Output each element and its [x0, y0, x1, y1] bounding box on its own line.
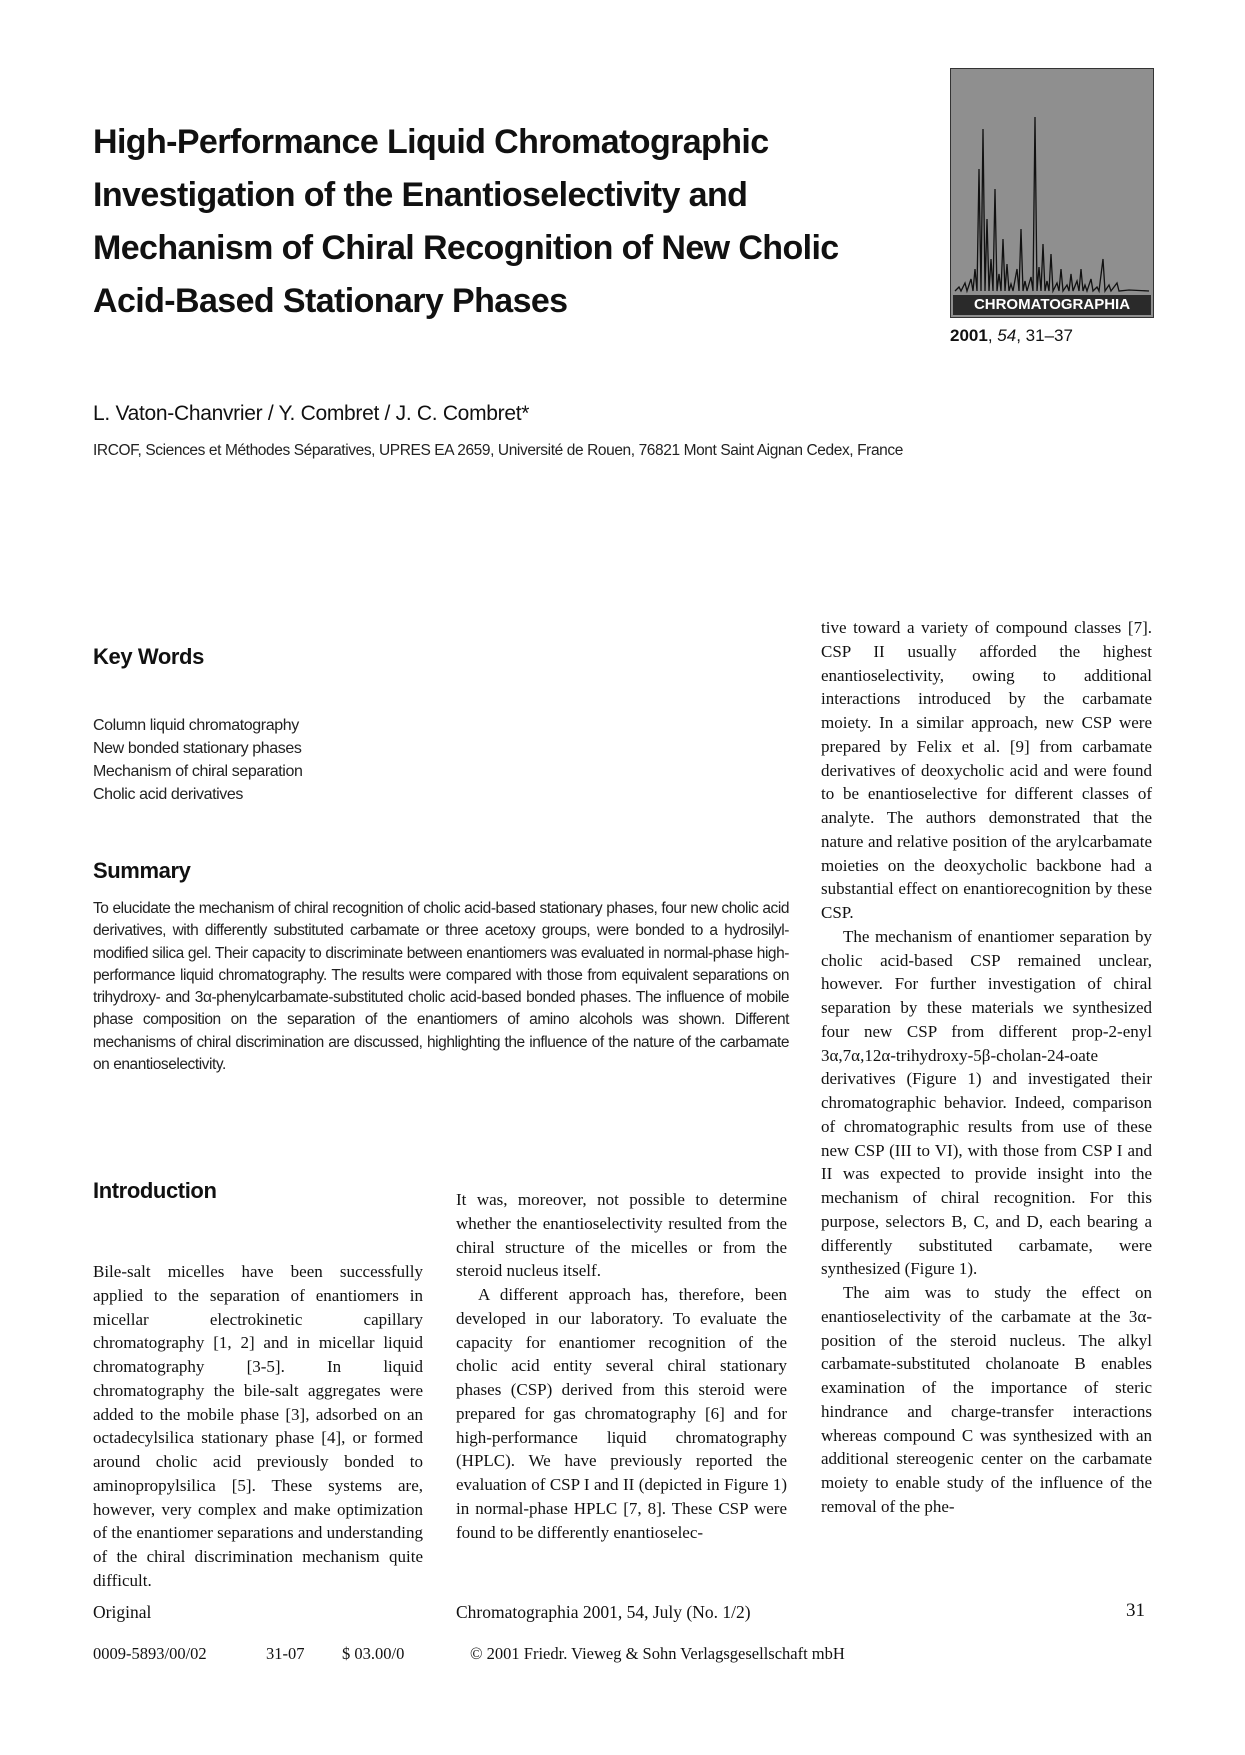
citation: 2001, 54, 31–37 [950, 326, 1073, 345]
summary-text: To elucidate the mechanism of chiral recognition of cholic acid-based stationary phases, four new cholic acid derivatives, with differently substituted carbamate or three acetoxy groups, were bonded to a hydrosilyl-modified silica gel. Their capacity to discriminate between enantiomers was evaluated in normal-phase high-performance liquid chromatography. The results were compared with those from equivalent separations on trihydroxy- and 3α-phenylcarbamate-substituted cholic acid-based bonded phases. The influence of mobile phase composition on the separation of the enantiomers of amino alcohols was shown. Different mechanisms of chiral discrimination are discussed, highlighting the influence of the nature of the carbamate on enantioselectivity. [93, 900, 789, 1074]
footer-copyright: © 2001 Friedr. Vieweg & Sohn Verlagsgesellschaft mbH [470, 1644, 845, 1663]
intro-paragraph: Bile-salt micelles have been successfully applied to the separation of enantiomers in micellar electrokinetic capillary chromatography [1, 2] and in micellar liquid chromatography [3-5]. In liquid chromatography the bile-salt aggregates were added to the mobile phase [3], adsorbed on an octadecylsilica stationary phase [4], or formed around cholic acid previously bonded to aminopropylsilica [5]. These systems are, however, very complex and make optimization of the enantiomer separations and understanding of the chiral discrimination mechanism quite difficult. [93, 1262, 423, 1590]
page-number: 31 [1126, 1600, 1145, 1621]
affiliation: IRCOF, Sciences et Méthodes Séparatives, UPRES EA 2659, Université de Rouen, 76821 Mont Saint Aignan Cedex, France [93, 442, 903, 459]
intro-paragraph: A different approach has, therefore, been developed in our laboratory. To evaluate the capacity for enantiomer recognition of the cholic acid entity several chiral stationary phases (CSP) derived from this steroid were prepared for gas chromatography [6] and for high-performance liquid chromatography (HPLC). We have previously reported the evaluation of CSP I and II (depicted in Figure 1) in normal-phase HPLC [7, 8]. These CSP were found to be differently enantioselec- [456, 1285, 787, 1542]
chromatogram-logo-graphic [951, 69, 1153, 317]
journal-logo [950, 68, 1154, 318]
intro-paragraph: The mechanism of enantiomer separation by cholic acid-based CSP remained unclear, however. For further investigation of chiral separation by these materials we synthesized four new CSP from different prop-2-enyl 3α,7α,12α-trihydroxy-5β-cholan-24-oate derivatives (Figure 1) and investigated their chromatographic behavior. Indeed, comparison of chromatographic results from use of these new CSP (III to VI), with those from CSP I and II was expected to provide insight into the mechanism of chiral recognition. For this purpose, selectors B, C, and D, each bearing a differently substituted carbamate, were synthesized (Figure 1). [821, 926, 1152, 1279]
intro-paragraph: The aim was to study the effect on enantioselectivity of the carbamate at the 3α-position of the steroid nucleus. The alkyl carbamate-substituted cholanoate B enables examination of the importance of steric hindrance and charge-transfer interactions whereas compound C was synthesized with an additional stereogenic center on the carbamate moiety to enable study of the influence of the removal of the phe- [821, 1283, 1152, 1516]
intro-column-1 [93, 1260, 423, 1593]
footer-journal-line: Chromatographia 2001, 54, July (No. 1/2) [456, 1602, 751, 1622]
footer-code: 0009-5893/00/02 [93, 1644, 207, 1663]
citation-year: 2001 [950, 326, 988, 345]
keyword-item: Cholic acid derivatives [93, 786, 243, 803]
citation-volume: 54 [997, 326, 1017, 345]
keyword-item: Column liquid chromatography [93, 717, 299, 734]
introduction-heading: Introduction [93, 1178, 217, 1203]
intro-column-3 [821, 616, 1152, 1519]
authors: L. Vaton-Chanvrier / Y. Combret / J. C. Combret* [93, 402, 530, 425]
article-title: High-Performance Liquid Chromatographic Investigation of the Enantioselectivity and Mechanism of Chiral Recognition of New Cholic Acid-Based Stationary Phases [93, 123, 839, 320]
intro-column-2 [456, 1188, 787, 1544]
intro-paragraph: tive toward a variety of compound classes [7]. CSP II usually afforded the highest enantioselectivity, owing to additional interactions introduced by the carbamate moiety. In a similar approach, new CSP were prepared by Felix et al. [9] from carbamate derivatives of deoxycholic acid and were found to be enantioselective for different classes of analyte. The authors demonstrated that the nature and relative position of the arylcarbamate moieties on the deoxycholic backbone had a substantial effect on enantiorecognition by these CSP. [821, 618, 1152, 922]
keyword-item: Mechanism of chiral separation [93, 763, 303, 780]
journal-logo-label: CHROMATOGRAPHIA [953, 295, 1151, 315]
keywords-list [93, 714, 302, 806]
summary-heading: Summary [93, 858, 191, 883]
keywords-heading: Key Words [93, 644, 204, 669]
footer-price: $ 03.00/0 [342, 1644, 405, 1663]
keyword-item: New bonded stationary phases [93, 740, 302, 757]
citation-pages: 31–37 [1025, 326, 1073, 345]
intro-paragraph: It was, moreover, not possible to determine whether the enantioselectivity resulted from the chiral structure of the micelles or from the steroid nucleus itself. [456, 1190, 787, 1281]
footer-range: 31-07 [266, 1644, 305, 1663]
footer-type-label: Original [93, 1602, 152, 1622]
